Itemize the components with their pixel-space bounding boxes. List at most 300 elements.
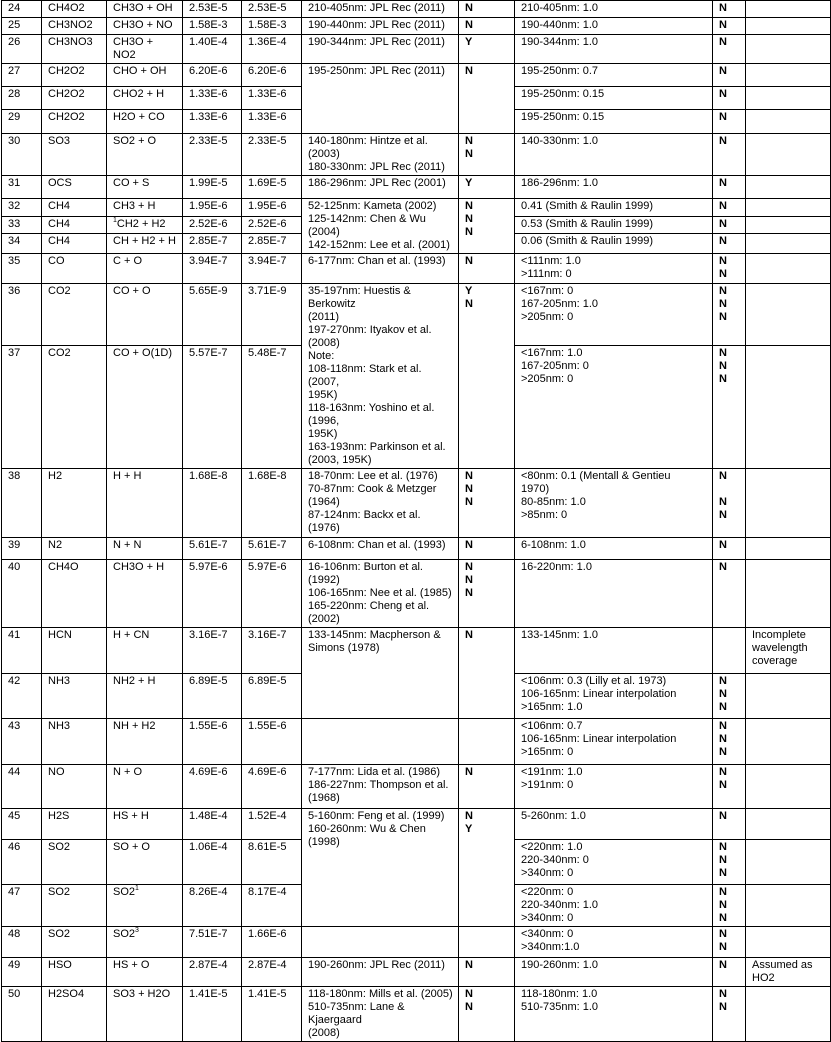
molecule: NO — [42, 765, 107, 809]
rate-2: 6.20E-6 — [242, 64, 302, 87]
quantum-yield-flag: N — [713, 110, 746, 134]
notes — [746, 538, 831, 560]
rate-2: 3.71E-9 — [242, 284, 302, 346]
product-text: CO + O(1D) — [113, 346, 172, 359]
molecule: CH4O — [42, 560, 107, 628]
table-row — [2, 809, 831, 840]
quantum-yield-flag: N N N — [713, 885, 746, 927]
product-superscript: 1 — [135, 885, 139, 892]
rate-2: 1.58E-3 — [242, 18, 302, 35]
products — [107, 628, 183, 674]
product-text: CH3O + H — [113, 561, 165, 573]
rate-1: 5.65E-9 — [183, 284, 242, 346]
notes — [746, 674, 831, 719]
notes — [746, 110, 831, 134]
quantum-yield: <220nm: 1.0 220-340nm: 0 >340nm: 0 — [515, 840, 713, 885]
cross-section-flag — [459, 719, 515, 765]
table-body — [2, 1, 831, 1042]
products — [107, 987, 183, 1042]
quantum-yield: 186-296nm: 1.0 — [515, 176, 713, 199]
reaction-number: 26 — [2, 35, 42, 64]
quantum-yield-flag: N — [713, 560, 746, 628]
table-row — [2, 765, 831, 809]
cross-section-flag: N — [459, 1, 515, 18]
molecule: H2SO4 — [42, 987, 107, 1042]
quantum-yield: <167nm: 0 167-205nm: 1.0 >205nm: 0 — [515, 284, 713, 346]
reaction-number: 27 — [2, 64, 42, 87]
table-row — [2, 987, 831, 1042]
reaction-number: 42 — [2, 674, 42, 719]
rate-1: 1.95E-6 — [183, 199, 242, 217]
rate-2: 1.33E-6 — [242, 110, 302, 134]
reaction-number: 38 — [2, 469, 42, 538]
quantum-yield: 16-220nm: 1.0 — [515, 560, 713, 628]
rate-2: 2.33E-5 — [242, 134, 302, 176]
rate-1: 2.53E-5 — [183, 1, 242, 18]
rate-1: 7.51E-7 — [183, 927, 242, 958]
rate-2: 8.17E-4 — [242, 885, 302, 927]
reaction-number: 43 — [2, 719, 42, 765]
rate-1: 1.40E-4 — [183, 35, 242, 64]
product-text: CO + O — [113, 285, 151, 297]
molecule: CH2O2 — [42, 110, 107, 134]
notes — [746, 345, 831, 468]
rate-2: 4.69E-6 — [242, 765, 302, 809]
reaction-number: 33 — [2, 216, 42, 234]
notes — [746, 134, 831, 176]
quantum-yield: 195-250nm: 0.15 — [515, 110, 713, 134]
table-row — [2, 199, 831, 217]
notes — [746, 18, 831, 35]
quantum-yield: 6-108nm: 1.0 — [515, 538, 713, 560]
cross-section-reference: 6-108nm: Chan et al. (1993) — [302, 538, 459, 560]
quantum-yield: <106nm: 0.7 106-165nm: Linear interpolation >165nm: 0 — [515, 719, 713, 765]
cross-section-flag — [459, 927, 515, 958]
notes — [746, 719, 831, 765]
cross-section-reference: 195-250nm: JPL Rec (2011) — [302, 64, 459, 134]
molecule: CO2 — [42, 284, 107, 346]
table-row — [2, 64, 831, 87]
rate-2: 1.36E-4 — [242, 35, 302, 64]
molecule: HCN — [42, 628, 107, 674]
quantum-yield: <106nm: 0.3 (Lilly et al. 1973) 106-165nm: Linear interpolation >165nm: 1.0 — [515, 674, 713, 719]
cross-section-flag: N N N — [459, 469, 515, 538]
cross-section-reference: 210-405nm: JPL Rec (2011) — [302, 1, 459, 18]
quantum-yield: <340nm: 0 >340nm:1.0 — [515, 927, 713, 958]
product-text: CHO + OH — [113, 65, 167, 77]
notes — [746, 35, 831, 64]
product-text: HS + H — [113, 810, 149, 822]
rate-1: 2.85E-7 — [183, 234, 242, 254]
quantum-yield-flag: N — [713, 958, 746, 987]
reaction-number: 24 — [2, 1, 42, 18]
quantum-yield-flag: N N — [713, 765, 746, 809]
table-row — [2, 35, 831, 64]
molecule: CH3NO2 — [42, 18, 107, 35]
products — [107, 674, 183, 719]
quantum-yield-flag: N N N — [713, 469, 746, 538]
quantum-yield-flag: N N N — [713, 719, 746, 765]
molecule: CH4 — [42, 216, 107, 234]
product-text: CH3O + NO — [113, 19, 173, 31]
products — [107, 927, 183, 958]
table-row — [2, 18, 831, 35]
quantum-yield-flag: N — [713, 18, 746, 35]
quantum-yield: 140-330nm: 1.0 — [515, 134, 713, 176]
product-text: H + H — [113, 470, 142, 482]
cross-section-flag: Y — [459, 176, 515, 199]
products — [107, 18, 183, 35]
cross-section-reference: 190-344nm: JPL Rec (2011) — [302, 35, 459, 64]
notes — [746, 927, 831, 958]
quantum-yield-flag: N N N — [713, 674, 746, 719]
rate-2: 8.61E-5 — [242, 840, 302, 885]
quantum-yield-flag: N — [713, 176, 746, 199]
product-text: C + O — [113, 255, 143, 267]
molecule: CH4 — [42, 234, 107, 254]
table-row — [2, 958, 831, 987]
quantum-yield-flag: N — [713, 87, 746, 110]
rate-1: 1.06E-4 — [183, 840, 242, 885]
rate-2: 1.68E-8 — [242, 469, 302, 538]
quantum-yield-flag: N — [713, 35, 746, 64]
quantum-yield-flag: N — [713, 134, 746, 176]
cross-section-flag: N N N — [459, 199, 515, 254]
product-text: CH2 + H2 — [116, 217, 166, 230]
products — [107, 176, 183, 199]
quantum-yield: 0.41 (Smith & Raulin 1999) — [515, 199, 713, 217]
rate-2: 1.69E-5 — [242, 176, 302, 199]
notes — [746, 176, 831, 199]
notes — [746, 64, 831, 87]
table-row — [2, 1, 831, 18]
cross-section-reference — [302, 719, 459, 765]
cross-section-reference: 7-177nm: Lida et al. (1986) 186-227nm: Thompson et al. (1968) — [302, 765, 459, 809]
reaction-number: 44 — [2, 765, 42, 809]
products — [107, 958, 183, 987]
cross-section-reference: 35-197nm: Huestis & Berkowitz (2011) 197-270nm: Ityakov et al. (2008) Note: 108-118nm: Stark et al. (2007, 195K) 118-163nm: Yoshino et al. (1996, 195K) 163-193nm: Parkinson et al. (2003, 195K) — [302, 284, 459, 469]
products — [107, 216, 183, 234]
notes — [746, 254, 831, 284]
products — [107, 199, 183, 217]
reaction-number: 30 — [2, 134, 42, 176]
cross-section-reference: 118-180nm: Mills et al. (2005) 510-735nm: Lane & Kjaergaard (2008) — [302, 987, 459, 1042]
product-text: SO + O — [113, 841, 150, 853]
molecule: NH3 — [42, 674, 107, 719]
product-text: SO2 — [113, 886, 136, 898]
rate-2: 2.87E-4 — [242, 958, 302, 987]
reaction-number: 28 — [2, 87, 42, 110]
molecule: SO2 — [42, 885, 107, 927]
cross-section-reference: 6-177nm: Chan et al. (1993) — [302, 254, 459, 284]
notes — [746, 284, 831, 346]
quantum-yield-flag: N N — [713, 254, 746, 284]
notes — [746, 840, 831, 885]
quantum-yield-flag: N — [713, 216, 746, 234]
reaction-number: 35 — [2, 254, 42, 284]
rate-2: 6.89E-5 — [242, 674, 302, 719]
rate-2: 2.53E-5 — [242, 1, 302, 18]
notes: Incomplete wavelength coverage — [746, 628, 831, 674]
molecule: SO2 — [42, 927, 107, 958]
quantum-yield-flag: N N — [713, 927, 746, 958]
notes — [746, 1, 831, 18]
reaction-number: 34 — [2, 234, 42, 254]
notes — [746, 469, 831, 538]
products — [107, 345, 183, 468]
cross-section-flag: N — [459, 765, 515, 809]
table-row — [2, 176, 831, 199]
cross-section-reference: 16-106nm: Burton et al. (1992) 106-165nm: Nee et al. (1985) 165-220nm: Cheng et al. (2002) — [302, 560, 459, 628]
products — [107, 284, 183, 346]
reaction-number: 48 — [2, 927, 42, 958]
rate-1: 1.41E-5 — [183, 987, 242, 1042]
rate-1: 3.16E-7 — [183, 628, 242, 674]
product-superscript: 3 — [135, 927, 139, 934]
product-text: CO + S — [113, 177, 150, 189]
quantum-yield: 5-260nm: 1.0 — [515, 809, 713, 840]
cross-section-flag: N — [459, 254, 515, 284]
quantum-yield-flag: N N N — [713, 284, 746, 346]
rate-1: 5.61E-7 — [183, 538, 242, 560]
molecule: CO2 — [42, 345, 107, 468]
quantum-yield: <191nm: 1.0 >191nm: 0 — [515, 765, 713, 809]
rate-1: 1.48E-4 — [183, 809, 242, 840]
rate-1: 8.26E-4 — [183, 885, 242, 927]
reaction-number: 31 — [2, 176, 42, 199]
rate-1: 5.57E-7 — [183, 345, 242, 468]
molecule: CH2O2 — [42, 64, 107, 87]
table-row — [2, 284, 831, 346]
rate-1: 2.52E-6 — [183, 216, 242, 234]
notes — [746, 560, 831, 628]
reaction-number: 40 — [2, 560, 42, 628]
quantum-yield: 195-250nm: 0.7 — [515, 64, 713, 87]
rate-1: 6.20E-6 — [183, 64, 242, 87]
quantum-yield: 0.53 (Smith & Raulin 1999) — [515, 216, 713, 234]
rate-1: 2.87E-4 — [183, 958, 242, 987]
product-text: H + CN — [113, 629, 150, 641]
quantum-yield-flag: N N N — [713, 840, 746, 885]
molecule: NH3 — [42, 719, 107, 765]
table-row — [2, 469, 831, 538]
products — [107, 469, 183, 538]
product-text: N + O — [113, 766, 143, 778]
products — [107, 110, 183, 134]
quantum-yield: <80nm: 0.1 (Mentall & Gentieu 1970) 80-85nm: 1.0 >85nm: 0 — [515, 469, 713, 538]
table-row — [2, 254, 831, 284]
notes — [746, 987, 831, 1042]
reaction-number: 29 — [2, 110, 42, 134]
notes — [746, 765, 831, 809]
products — [107, 765, 183, 809]
product-text: SO3 + H2O — [113, 988, 171, 1000]
products — [107, 719, 183, 765]
notes — [746, 809, 831, 840]
product-text: SO2 — [113, 928, 136, 940]
products — [107, 234, 183, 254]
photolysis-table — [1, 0, 831, 1042]
rate-2: 2.52E-6 — [242, 216, 302, 234]
product-text: CH + H2 + H — [113, 235, 176, 248]
molecule: OCS — [42, 176, 107, 199]
quantum-yield: 190-260nm: 1.0 — [515, 958, 713, 987]
products — [107, 254, 183, 284]
products — [107, 64, 183, 87]
product-superscript: 1 — [113, 216, 117, 224]
reaction-number: 50 — [2, 987, 42, 1042]
table-row — [2, 628, 831, 674]
rate-2: 3.94E-7 — [242, 254, 302, 284]
products — [107, 840, 183, 885]
quantum-yield: 195-250nm: 0.15 — [515, 87, 713, 110]
rate-2: 1.33E-6 — [242, 87, 302, 110]
rate-1: 1.33E-6 — [183, 110, 242, 134]
product-text: CHO2 + H — [113, 88, 165, 100]
molecule: CH4O2 — [42, 1, 107, 18]
cross-section-reference: 133-145nm: Macpherson & Simons (1978) — [302, 628, 459, 719]
rate-1: 5.97E-6 — [183, 560, 242, 628]
table-row — [2, 538, 831, 560]
reaction-number: 47 — [2, 885, 42, 927]
reaction-number: 41 — [2, 628, 42, 674]
molecule: HSO — [42, 958, 107, 987]
cross-section-flag: Y N — [459, 284, 515, 469]
notes — [746, 199, 831, 217]
notes: Assumed as HO2 — [746, 958, 831, 987]
cross-section-reference: 190-260nm: JPL Rec (2011) — [302, 958, 459, 987]
cross-section-flag: N — [459, 64, 515, 134]
quantum-yield-flag: N — [713, 1, 746, 18]
products — [107, 87, 183, 110]
rate-2: 1.41E-5 — [242, 987, 302, 1042]
reaction-number: 39 — [2, 538, 42, 560]
rate-1: 6.89E-5 — [183, 674, 242, 719]
reaction-number: 37 — [2, 345, 42, 468]
product-text: CH3O + NO2 — [113, 36, 154, 61]
table-row — [2, 719, 831, 765]
rate-1: 1.99E-5 — [183, 176, 242, 199]
table-row — [2, 134, 831, 176]
notes — [746, 216, 831, 234]
molecule: CH4 — [42, 199, 107, 217]
rate-2: 2.85E-7 — [242, 234, 302, 254]
molecule: N2 — [42, 538, 107, 560]
cross-section-reference: 18-70nm: Lee et al. (1976) 70-87nm: Cook & Metzger (1964) 87-124nm: Backx et al. (1976) — [302, 469, 459, 538]
molecule: SO3 — [42, 134, 107, 176]
rate-1: 1.33E-6 — [183, 87, 242, 110]
cross-section-flag: N — [459, 628, 515, 719]
quantum-yield-flag: N — [713, 199, 746, 217]
products — [107, 538, 183, 560]
cross-section-flag: N N — [459, 987, 515, 1042]
reaction-number: 32 — [2, 199, 42, 217]
quantum-yield-flag: N N N — [713, 345, 746, 468]
cross-section-flag: N — [459, 538, 515, 560]
cross-section-reference: 190-440nm: JPL Rec (2011) — [302, 18, 459, 35]
cross-section-reference: 140-180nm: Hintze et al. (2003) 180-330nm: JPL Rec (2011) — [302, 134, 459, 176]
molecule: H2S — [42, 809, 107, 840]
quantum-yield-flag: N N — [713, 987, 746, 1042]
molecule: CH2O2 — [42, 87, 107, 110]
notes — [746, 885, 831, 927]
reaction-number: 49 — [2, 958, 42, 987]
molecule: CO — [42, 254, 107, 284]
quantum-yield-flag: N — [713, 234, 746, 254]
rate-2: 1.66E-6 — [242, 927, 302, 958]
quantum-yield: 133-145nm: 1.0 — [515, 628, 713, 674]
quantum-yield-flag: N — [713, 538, 746, 560]
product-text: CH3 + H — [113, 200, 156, 212]
products — [107, 35, 183, 64]
quantum-yield: 210-405nm: 1.0 — [515, 1, 713, 18]
products — [107, 134, 183, 176]
cross-section-reference: 5-160nm: Feng et al. (1999) 160-260nm: Wu & Chen (1998) — [302, 809, 459, 927]
rate-2: 1.95E-6 — [242, 199, 302, 217]
reaction-number: 45 — [2, 809, 42, 840]
products — [107, 885, 183, 927]
rate-1: 4.69E-6 — [183, 765, 242, 809]
molecule: CH3NO3 — [42, 35, 107, 64]
product-text: HS + O — [113, 959, 150, 971]
product-text: N + N — [113, 539, 142, 551]
rate-1: 2.33E-5 — [183, 134, 242, 176]
notes — [746, 234, 831, 254]
rate-1: 1.55E-6 — [183, 719, 242, 765]
reaction-number: 46 — [2, 840, 42, 885]
product-text: NH + H2 — [113, 720, 156, 732]
product-text: SO2 + O — [113, 135, 157, 147]
rate-2: 1.52E-4 — [242, 809, 302, 840]
rate-2: 5.48E-7 — [242, 345, 302, 468]
cross-section-reference — [302, 927, 459, 958]
reaction-number: 25 — [2, 18, 42, 35]
rate-2: 3.16E-7 — [242, 628, 302, 674]
rate-1: 1.68E-8 — [183, 469, 242, 538]
cross-section-flag: N N — [459, 134, 515, 176]
notes — [746, 87, 831, 110]
cross-section-flag: N — [459, 958, 515, 987]
molecule: SO2 — [42, 840, 107, 885]
quantum-yield: 0.06 (Smith & Raulin 1999) — [515, 234, 713, 254]
quantum-yield: 118-180nm: 1.0 510-735nm: 1.0 — [515, 987, 713, 1042]
products — [107, 1, 183, 18]
products — [107, 560, 183, 628]
quantum-yield: <220nm: 0 220-340nm: 1.0 >340nm: 0 — [515, 885, 713, 927]
quantum-yield: <167nm: 1.0 167-205nm: 0 >205nm: 0 — [515, 345, 713, 468]
cross-section-flag: N N N — [459, 560, 515, 628]
cross-section-flag: N Y — [459, 809, 515, 927]
table-row — [2, 560, 831, 628]
cross-section-flag: Y — [459, 35, 515, 64]
rate-1: 1.58E-3 — [183, 18, 242, 35]
cross-section-reference: 52-125nm: Kameta (2002) 125-142nm: Chen & Wu (2004) 142-152nm: Lee et al. (2001) — [302, 199, 459, 254]
rate-2: 1.55E-6 — [242, 719, 302, 765]
product-text: H2O + CO — [113, 111, 165, 123]
quantum-yield-flag — [713, 628, 746, 674]
quantum-yield-flag: N — [713, 64, 746, 87]
quantum-yield: <111nm: 1.0 >111nm: 0 — [515, 254, 713, 284]
rate-2: 5.97E-6 — [242, 560, 302, 628]
molecule: H2 — [42, 469, 107, 538]
quantum-yield: 190-344nm: 1.0 — [515, 35, 713, 64]
product-text: CH3O + OH — [113, 2, 173, 14]
rate-2: 5.61E-7 — [242, 538, 302, 560]
products — [107, 809, 183, 840]
reaction-number: 36 — [2, 284, 42, 346]
quantum-yield: 190-440nm: 1.0 — [515, 18, 713, 35]
product-text: NH2 + H — [113, 675, 156, 687]
